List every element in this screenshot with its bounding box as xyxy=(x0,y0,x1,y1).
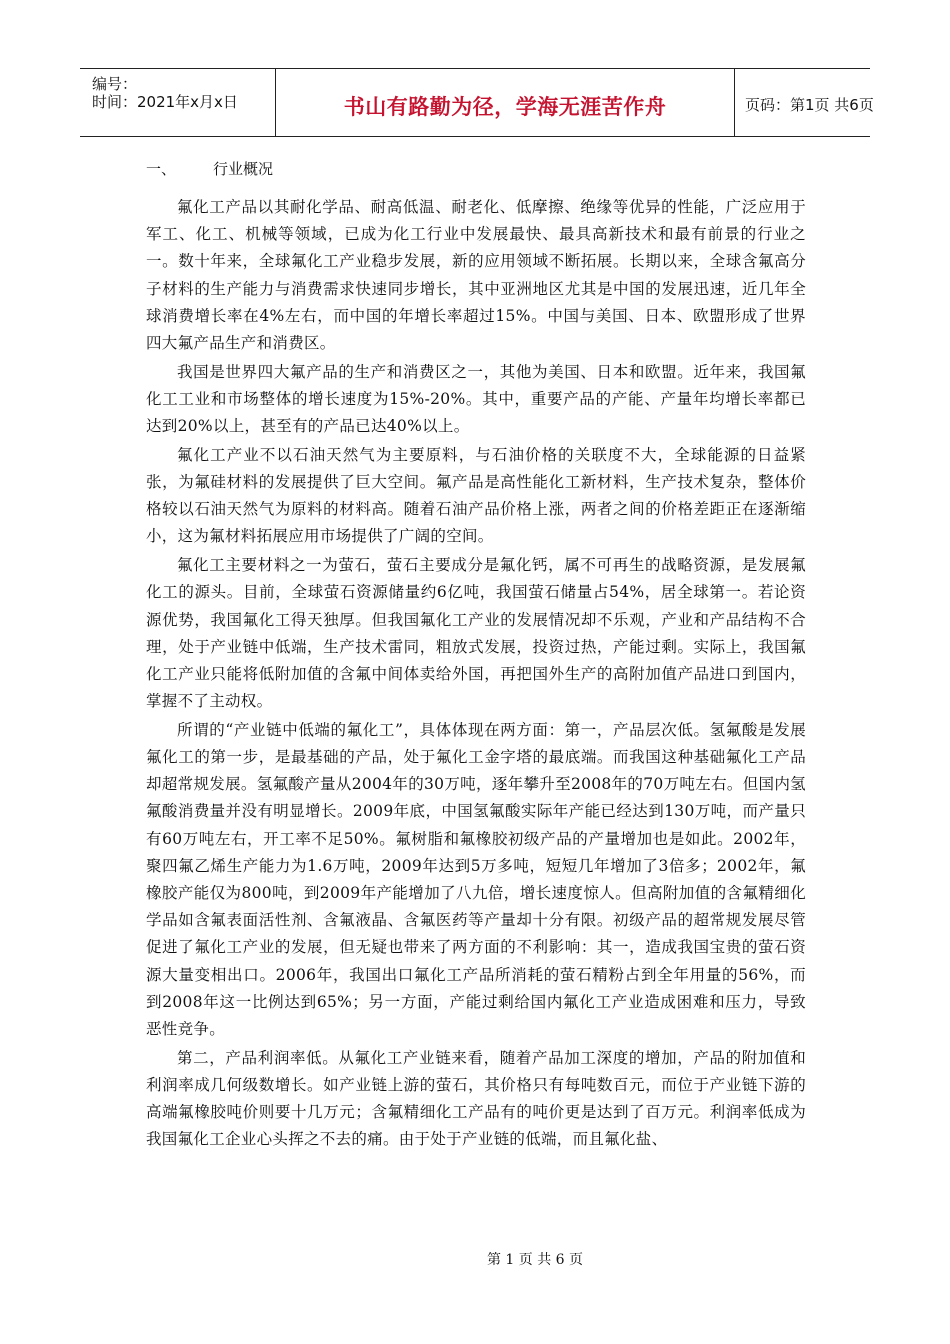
paragraph: 氟化工产业不以石油天然气为主要原料，与石油价格的关联度不大，全球能源的日益紧张，为氟硅材料的发展提供了巨大空间。氟产品是高性能化工新材料，生产技术复杂，整体价格较以石油天然气为原料的材料高。随着石油产品价格上涨，两者之间的价格差距正在逐渐缩小，这为氟材料拓展应用市场提供了广阔的空间。 xyxy=(146,445,806,546)
document-header xyxy=(80,68,874,137)
header-motto-cell xyxy=(276,69,735,136)
header-page-code: 页码：第1页 共6页 xyxy=(745,96,874,114)
paragraph: 我国是世界四大氟产品的生产和消费区之一，其他为美国、日本和欧盟。近年来，我国氟化工工业和市场整体的增长速度为15%-20%。其中，重要产品的产能、产量年均增长率都已达到20%以上，甚至有的产品已达40%以上。 xyxy=(146,362,806,436)
paragraph: 氟化工主要材料之一为萤石，萤石主要成分是氟化钙，属不可再生的战略资源，是发展氟化工的源头。目前，全球萤石资源储量约6亿吨，我国萤石储量占54%，居全球第一。若论资源优势，我国氟化工得天独厚。但我国氟化工产业的发展情况却不乐观，产业和产品结构不合理，处于产业链中低端，生产技术雷同，粗放式发展，投资过热，产能过剩。实际上，我国氟化工产业只能将低附加值的含氟中间体卖给外国，再把国外生产的高附加值产品进口到国内，掌握不了主动权。 xyxy=(146,556,806,711)
header-page-cell xyxy=(735,69,874,136)
document-number-label: 编号： xyxy=(92,75,138,93)
section-title: 行业概况 xyxy=(213,160,274,178)
footer-page-number: 第 1 页 共 6 页 xyxy=(486,1252,584,1268)
document-date: 时间：2021年x月x日 xyxy=(92,93,238,111)
body-text xyxy=(146,194,806,1155)
paragraph: 氟化工产品以其耐化学品、耐高低温、耐老化、低摩擦、绝缘等优异的性能，广泛应用于军工、化工、机械等领域，已成为化工行业中发展最快、最具高新技术和最有前景的行业之一。数十年来，全球氟化工产业稳步发展，新的应用领域不断拓展。长期以来，全球含氟高分子材料的生产能力与消费需求快速同步增长，其中亚洲地区尤其是中国的发展迅速，近几年全球消费增长率在4%左右，而中国的年增长率超过15%。中国与美国、日本、欧盟形成了世界四大氟产品生产和消费区。 xyxy=(146,198,806,353)
paragraph: 所谓的“产业链中低端的氟化工”，具体体现在两方面：第一，产品层次低。氢氟酸是发展氟化工的第一步，是最基础的产品，处于氟化工金字塔的最底端。而我国这种基础氟化工产品却超常规发展。氢氟酸产量从2004年的30万吨，逐年攀升至2008年的70万吨左右。但国内氢氟酸消费量并没有明显增长。2009年底，中国氢氟酸实际年产能已经达到130万吨，而产量只有60万吨左右，开工率不足50%。氟树脂和氟橡胶初级产品的产量增加也是如此。2002年，聚四氟乙烯生产能力为1.6万吨，2009年达到5万多吨，短短几年增加了3倍多；2002年，氟橡胶产能仅为800吨，到2009年产能增加了八九倍，增长速度惊人。但高附加值的含氟精细化学品如含氟表面活性剂、含氟液晶、含氟医药等产量却十分有限。初级产品的超常规发展尽管促进了氟化工产业的发展，但无疑也带来了两方面的不利影响：其一，造成我国宝贵的萤石资源大量变相出口。2006年，我国出口氟化工产品所消耗的萤石精粉占到全年用量的56%，而到2008年这一比例达到65%；另一方面，产能过剩给国内氟化工产业造成困难和压力，导致恶性竞争。 xyxy=(146,720,806,1039)
header-motto: 书山有路勤为径，学海无涯苦作舟 xyxy=(343,95,667,119)
section-heading xyxy=(146,158,273,179)
header-left-cell xyxy=(80,69,276,136)
section-number: 一、 xyxy=(146,160,177,178)
paragraph: 第二，产品利润率低。从氟化工产业链来看，随着产品加工深度的增加，产品的附加值和利润率成几何级数增长。如产业链上游的萤石，其价格只有每吨数百元，而位于产业链下游的高端氟橡胶吨价则要十几万元；含氟精细化工产品有的吨价更是达到了百万元。利润率低成为我国氟化工企业心头挥之不去的痛。由于处于产业链的低端，而且氟化盐、 xyxy=(146,1048,806,1149)
page-footer xyxy=(0,1249,950,1269)
